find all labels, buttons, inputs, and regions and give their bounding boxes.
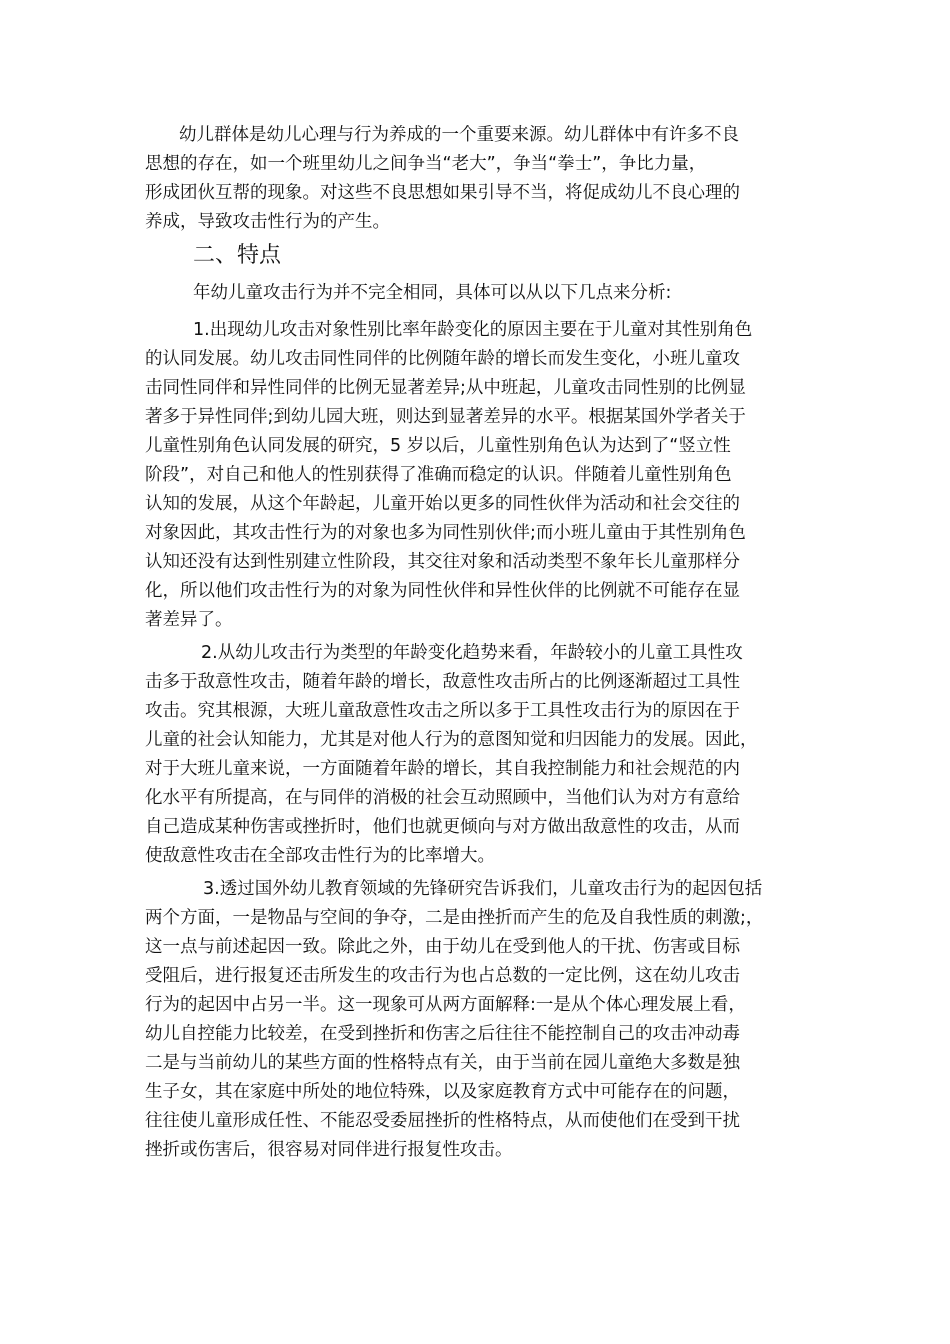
text-line: 对象因此，其攻击性行为的对象也多为同性别伙伴;而小班儿童由于其性别角色	[145, 523, 746, 543]
text-line: 攻击。究其根源，大班儿童敌意性攻击之所以多于工具性攻击行为的原因在于	[145, 701, 740, 721]
text-line: 著多于异性同伴;到幼儿园大班，则达到显著差异的水平。根据某国外学者关于	[145, 407, 746, 427]
text-line: 认知的发展，从这个年龄起，儿童开始以更多的同性伙伴为活动和社会交往的	[145, 494, 740, 514]
text-line: 挫折或伤害后，很容易对同伴进行报复性攻击。	[145, 1140, 513, 1160]
text-line: 儿童的社会认知能力，尤其是对他人行为的意图知觉和归因能力的发展。因此，	[145, 730, 758, 750]
paragraph-point-1	[145, 316, 805, 635]
text-line: 化水平有所提高，在与同伴的消极的社会互动照顾中，当他们认为对方有意给	[145, 788, 740, 808]
text-line: 自己造成某种伤害或挫折时，他们也就更倾向与对方做出敌意性的攻击，从而	[145, 817, 740, 837]
text-line: 两个方面，一是物品与空间的争夺，二是由挫折而产生的危及自我性质的刺激;，	[145, 908, 764, 928]
text-line: 思想的存在，如一个班里幼儿之间争当“老大”，争当“拳士”，争比力量，	[145, 154, 707, 174]
text-line: 行为的起因中占另一半。这一现象可从两方面解释:一是从个体心理发展上看，	[145, 995, 746, 1015]
text-line: 著差异了。	[145, 610, 233, 630]
section-heading: 二、特点	[193, 243, 282, 268]
text-line: 击多于敌意性攻击，随着年龄的增长，敌意性攻击所占的比例逐渐超过工具性	[145, 672, 740, 692]
text-line: 对于大班儿童来说，一方面随着年龄的增长，其自我控制能力和社会规范的内	[145, 759, 740, 779]
text-line: 这一点与前述起因一致。除此之外，由于幼儿在受到他人的干扰、伤害或目标	[145, 937, 740, 957]
paragraph-point-2	[145, 639, 805, 871]
document-body	[145, 121, 805, 1165]
text-line: 二是与当前幼儿的某些方面的性格特点有关，由于当前在园儿童绝大多数是独	[145, 1053, 740, 1073]
paragraph-intro	[145, 121, 805, 237]
text-line: 击同性同伴和异性同伴的比例无显著差异;从中班起，儿童攻击同性别的比例显	[145, 378, 746, 398]
text-line: 养成，导致攻击性行为的产生。	[145, 212, 390, 232]
paragraph-point-3	[145, 875, 805, 1165]
text-line: 幼儿自控能力比较差，在受到挫折和伤害之后往往不能控制自己的攻击冲动毒	[145, 1024, 740, 1044]
text-line: 2.从幼儿攻击行为类型的年龄变化趋势来看，年龄较小的儿童工具性攻	[201, 643, 743, 663]
text-line: 受阻后，进行报复还击所发生的攻击行为也占总数的一定比例，这在幼儿攻击	[145, 966, 740, 986]
paragraph-overview	[145, 279, 805, 308]
text-line: 儿童性别角色认同发展的研究，5 岁以后，儿童性别角色认为达到了“竖立性	[145, 436, 731, 456]
text-line: 的认同发展。幼儿攻击同性同伴的比例随年龄的增长而发生变化，小班儿童攻	[145, 349, 740, 369]
text-line: 化，所以他们攻击性行为的对象为同性伙伴和异性伙伴的比例就不可能存在显	[145, 581, 740, 601]
text-line: 生子女，其在家庭中所处的地位特殊，以及家庭教育方式中可能存在的问题，	[145, 1082, 740, 1102]
text-line: 阶段”，对自己和他人的性别获得了准确而稳定的认识。伴随着儿童性别角色	[145, 465, 732, 485]
text-line: 认知还没有达到性别建立性阶段，其交往对象和活动类型不象年长儿童那样分	[145, 552, 740, 572]
text-line: 3.透过国外幼儿教育领域的先锋研究告诉我们，儿童攻击行为的起因包括	[203, 879, 763, 899]
text-line: 年幼儿童攻击行为并不完全相同，具体可以从以下几点来分析:	[193, 283, 672, 303]
text-line: 1.出现幼儿攻击对象性别比率年龄变化的原因主要在于儿童对其性别角色	[193, 320, 753, 340]
text-line: 幼儿群体是幼儿心理与行为养成的一个重要来源。幼儿群体中有许多不良	[179, 125, 739, 145]
text-line: 使敌意性攻击在全部攻击性行为的比率增大。	[145, 846, 495, 866]
text-line: 形成团伙互帮的现象。对这些不良思想如果引导不当，将促成幼儿不良心理的	[145, 183, 740, 203]
text-line: 往往使儿童形成任性、不能忍受委屈挫折的性格特点，从而使他们在受到干扰	[145, 1111, 740, 1131]
